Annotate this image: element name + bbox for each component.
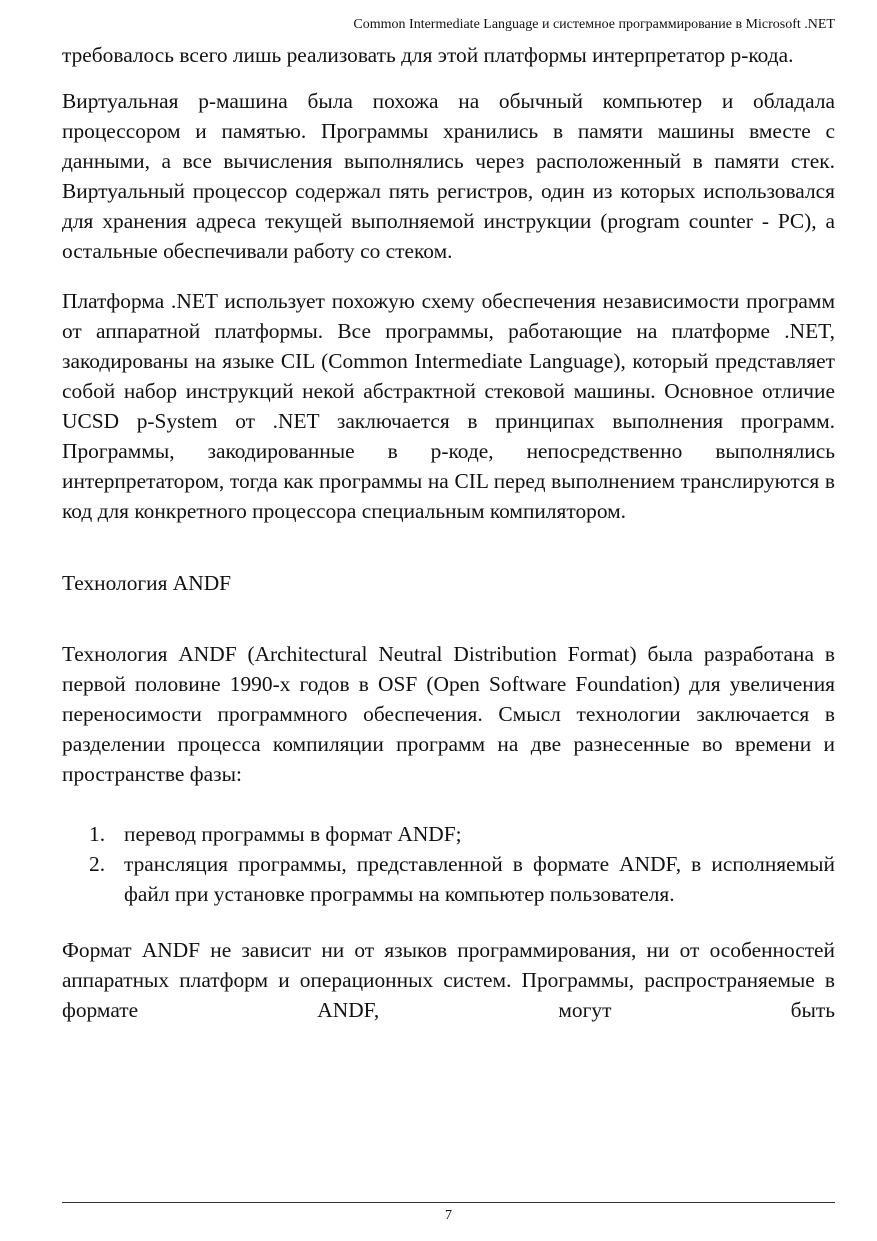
list-item [62,819,835,849]
list-item-text: трансляция программы, представленной в формате ANDF, в исполняемый файл при установке программы на компьютер пользователя. [124,852,835,906]
section-heading-andf: Технология ANDF [62,571,232,595]
footer-divider [62,1202,835,1203]
paragraph-p-machine: Виртуальная p-машина была похожа на обычный компьютер и обладала процессором и памятью. Программы хранились в памяти машины вместе с данными, а все вычисления выполнялись через расположенный в памяти стек. Виртуальный процессор содержал пять регистров, один из которых использовался для хранения адреса текущей выполняемой инструкции (program counter - PC), а остальные обеспечивали работу со стеком. [62,89,835,263]
paragraph-continuation: требовалось всего лишь реализовать для этой платформы интерпретатор p-кода. [62,43,794,67]
page-number: 7 [445,1208,452,1223]
numbered-list [62,819,835,909]
list-item-text: перевод программы в формат ANDF; [124,822,462,846]
paragraph-andf-intro: Технология ANDF (Architectural Neutral Distribution Format) была разработана в первой половине 1990-х годов в OSF (Open Software Foundation) для увеличения переносимости программного обеспечения. Смысл технологии заключается в разделении процесса компиляции программ на две разнесенные во времени и пространстве фазы: [62,642,835,786]
page-body [62,40,835,1025]
paragraph-dotnet-platform: Платформа .NET использует похожую схему обеспечения независимости программ от аппаратной платформы. Все программы, работающие на платформе .NET, закодированы на языке CIL (Common Intermediate Language), который представляет собой набор инструкций некой абстрактной стековой машины. Основное отличие UCSD p-System от .NET заключается в принципах выполнения программ. Программы, закодированные в p-коде, непосредственно выполнялись интерпретатором, тогда как программы на CIL перед выполнением транслируются в код для конкретного процессора специальным компилятором. [62,289,835,523]
list-item [62,849,835,909]
list-item-number: 1. [89,822,106,846]
list-item-number: 2. [89,852,106,876]
running-header: Common Intermediate Language и системное программирование в Microsoft .NET [353,17,835,32]
paragraph-andf-format: Формат ANDF не зависит ни от языков программирования, ни от особенностей аппаратных платформ и операционных систем. Программы, распространяемые в формате ANDF, могут быть [62,938,835,1022]
